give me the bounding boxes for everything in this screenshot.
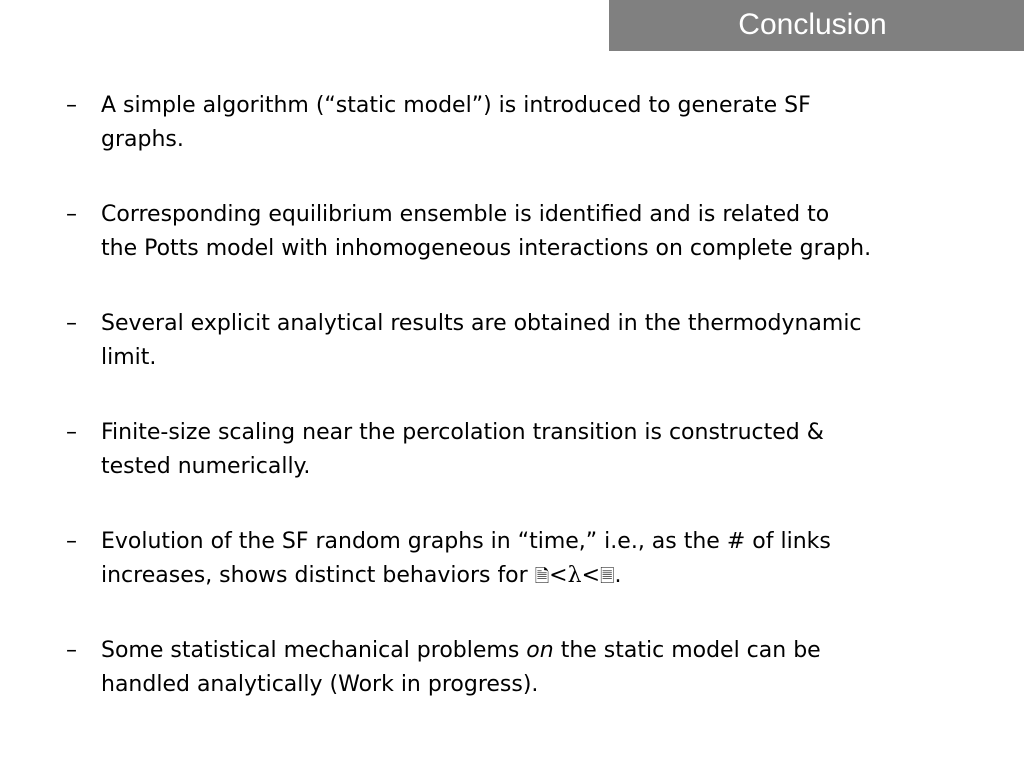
math-lambda: λ	[567, 563, 582, 588]
bullet-line: graphs.	[101, 127, 184, 152]
bullet-dash-icon: –	[66, 638, 77, 663]
bullet-dash-icon: –	[66, 529, 77, 554]
bullet-text	[101, 89, 981, 157]
bullet-line-with-emphasis	[101, 634, 981, 668]
bullet-line: A simple algorithm (“static model”) is introduced to generate SF	[101, 93, 811, 118]
math-left-placeholder-icon: 🗎	[534, 566, 550, 587]
bullet-line: limit.	[101, 345, 157, 370]
bullet-line: Several explicit analytical results are obtained in the thermodynamic	[101, 311, 862, 336]
bullet-line: Evolution of the SF random graphs in “time,” i.e., as the # of links	[101, 529, 831, 554]
emphasis-on: on	[526, 638, 554, 663]
bullet-line: handled analytically (Work in progress).	[101, 672, 539, 697]
bullet-dash-icon: –	[66, 202, 77, 227]
bullet-dash-icon: –	[66, 311, 77, 336]
bullet-dash-icon: –	[66, 93, 77, 118]
bullet-line-suffix: the static model can be	[553, 638, 821, 663]
math-less-than-1: <	[549, 563, 568, 588]
bullet-line-prefix: increases, shows distinct behaviors for	[101, 563, 535, 588]
bullet-text	[101, 634, 981, 702]
bullet-line: the Potts model with inhomogeneous interactions on complete graph.	[101, 236, 872, 261]
bullet-line-prefix: Some statistical mechanical problems	[101, 638, 527, 663]
bullet-text	[101, 307, 981, 375]
math-right-placeholder-icon: 🗏	[600, 566, 615, 587]
math-less-than-2: <	[581, 563, 600, 588]
bullet-text	[101, 416, 981, 484]
bullet-line-suffix: .	[614, 563, 622, 588]
bullet-dash-icon: –	[66, 420, 77, 445]
bullet-line: tested numerically.	[101, 454, 311, 479]
bullet-line-with-math	[101, 559, 981, 594]
bullet-line: Finite-size scaling near the percolation transition is constructed &	[101, 420, 824, 445]
bullet-text	[101, 198, 981, 266]
page-title: Conclusion	[738, 8, 887, 41]
bullet-line: Corresponding equilibrium ensemble is identified and is related to	[101, 202, 830, 227]
bullet-text	[101, 525, 981, 594]
